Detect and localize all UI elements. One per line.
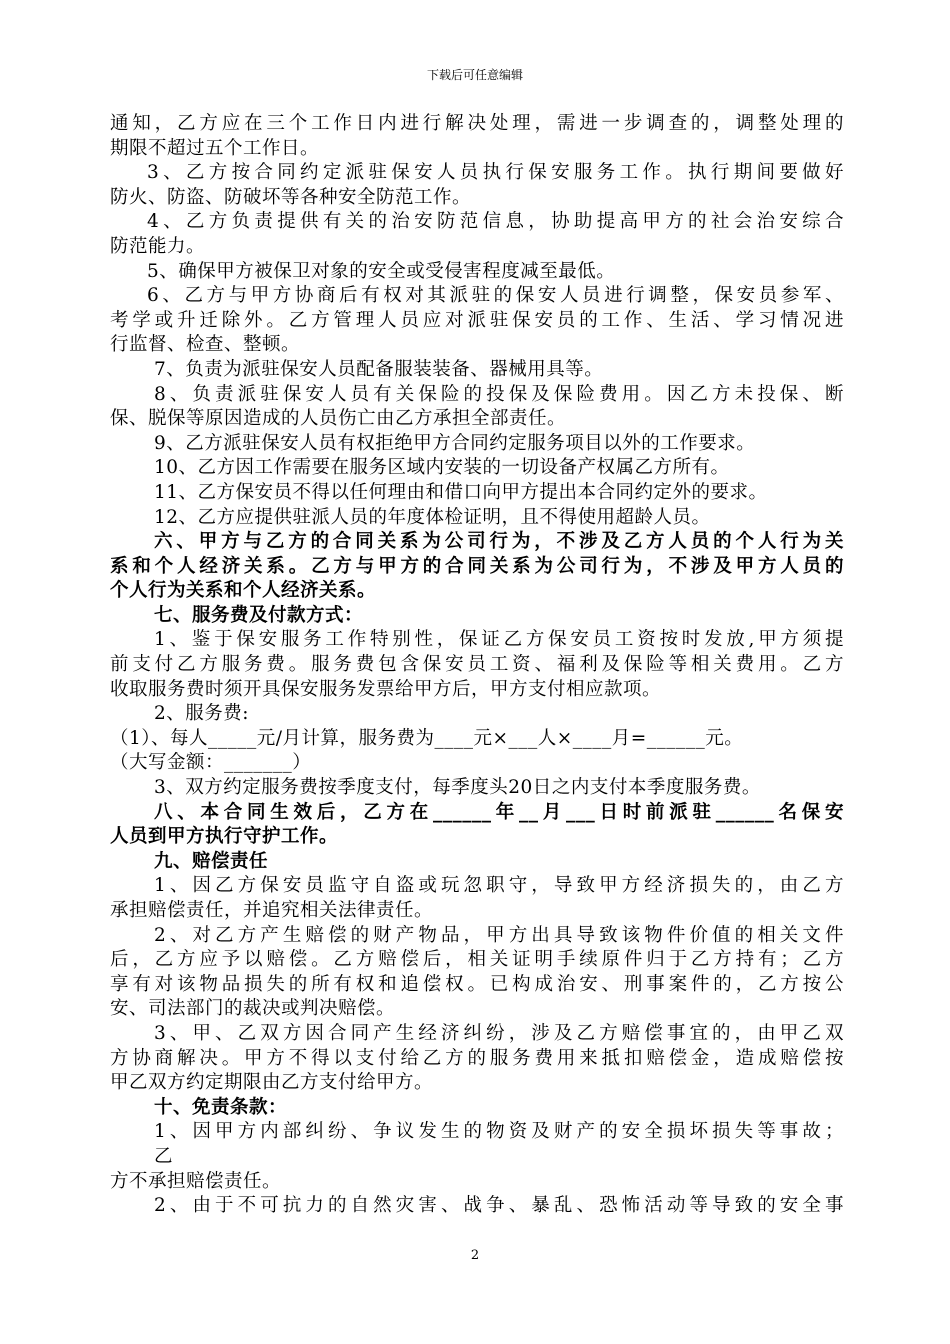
text-line: 1、因乙方保安员监守自盗或玩忽职守，导致甲方经济损失的，由乙方	[154, 875, 844, 897]
text-line: 11、乙方保安员不得以任何理由和借口向甲方提出本合同约定外的要求。	[154, 481, 768, 503]
text-line: 行监督、检查、整顿。	[110, 334, 301, 356]
text-line: 防范能力。	[110, 235, 206, 257]
text-line: 收取服务费时须开具保安服务发票给甲方后，甲方支付相应款项。	[110, 678, 662, 700]
text-line: 乙	[154, 1145, 174, 1167]
document-body	[110, 112, 844, 1219]
text-line: 考学或升迁除外。乙方管理人员应对派驻保安员的工作、生活、学习情况进	[110, 309, 844, 331]
text-line: 防火、防盗、防破坏等各种安全防范工作。	[110, 186, 472, 208]
page-number: 2	[470, 1248, 480, 1263]
text-line: 七、服务费及付款方式：	[154, 604, 364, 626]
text-line: 人员到甲方执行守护工作。	[110, 826, 339, 848]
text-line: 7、负责为派驻保安人员配备服装装备、器械用具等。	[154, 358, 604, 380]
text-line: 8、负责派驻保安人员有关保险的投保及保险费用。因乙方未投保、断	[154, 383, 844, 405]
text-line: 2、服务费:	[154, 703, 250, 725]
text-line: 九、赔偿责任	[154, 850, 269, 872]
text-line: 通知，乙方应在三个工作日内进行解决处理，需进一步调查的，调整处理的	[110, 113, 844, 134]
text-line: 4、乙方负责提供有关的治安防范信息，协助提高甲方的社会治安综合	[147, 211, 844, 233]
text-line: 方协商解决。甲方不得以支付给乙方的服务费用来抵扣赔偿金，造成赔偿按	[110, 1047, 844, 1069]
text-line: 12、乙方应提供驻派人员的年度体检证明，且不得使用超龄人员。	[154, 506, 711, 528]
text-line: 2、对乙方产生赔偿的财产物品，甲方出具导致该物件价值的相关文件	[154, 924, 844, 946]
text-line: 安、司法部门的裁决或判决赔偿。	[110, 998, 396, 1020]
text-line: 六、甲方与乙方的合同关系为公司行为，不涉及乙方人员的个人行为关	[154, 531, 844, 553]
text-line: 个人行为关系和个人经济关系。	[110, 580, 377, 602]
text-line: 期限不超过五个工作日。	[110, 137, 320, 159]
text-line: 方不承担赔偿责任。	[110, 1170, 282, 1192]
text-line: 3、乙方按合同约定派驻保安人员执行保安服务工作。执行期间要做好	[147, 162, 844, 184]
text-line: 10、乙方因工作需要在服务区域内安装的一切设备产权属乙方所有。	[154, 457, 730, 479]
text-line: 1、鉴于保安服务工作特别性，保证乙方保安员工资按时发放,甲方须提	[154, 629, 844, 651]
text-line: 3、甲、乙双方因合同产生经济纠纷，涉及乙方赔偿事宜的，由甲乙双	[154, 1022, 844, 1044]
text-line: 保、脱保等原因造成的人员伤亡由乙方承担全部责任。	[110, 408, 567, 430]
text-line: 3、双方约定服务费按季度支付，每季度头20日之内支付本季度服务费。	[154, 777, 761, 799]
page-header: 下载后可任意编辑	[426, 68, 523, 82]
text-line: 6、乙方与甲方协商后有权对其派驻的保安人员进行调整，保安员参军、	[147, 285, 844, 307]
text-line: 八、本合同生效后，乙方在______年__月___日时前派驻______名保安	[154, 801, 844, 823]
text-line: 5、确保甲方被保卫对象的安全或受侵害程度减至最低。	[147, 260, 616, 282]
text-line: 2、由于不可抗力的自然灾害、战争、暴乱、恐怖活动等导致的安全事	[154, 1195, 844, 1217]
text-line: 承担赔偿责任，并追究相关法律责任。	[110, 900, 434, 921]
text-line: 前支付乙方服务费。服务费包含保安员工资、福利及保险等相关费用。乙方	[110, 654, 844, 676]
text-line: 1、因甲方内部纠纷、争议发生的物资及财产的安全损坏损失等事故；	[154, 1121, 844, 1143]
text-line: （大写金额：_______）	[110, 752, 312, 774]
text-line: 后，乙方应予以赔偿。乙方赔偿后，相关证明手续原件归于乙方持有；乙方	[110, 949, 844, 971]
text-line: 9、乙方派驻保安人员有权拒绝甲方合同约定服务项目以外的工作要求。	[154, 432, 756, 454]
text-line: 享有对该物品损失的所有权和追偿权。已构成治安、刑事案件的，乙方按公	[110, 973, 844, 995]
text-line: （1）、每人_____元/月计算，服务费为____元×___人×____月=______元。	[110, 727, 744, 749]
text-line: 系和个人经济关系。乙方与甲方的合同关系为公司行为，不涉及甲方人员的	[110, 555, 844, 577]
text-line: 甲乙双方约定期限由乙方支付给甲方。	[110, 1072, 434, 1094]
text-line: 十、免责条款：	[154, 1096, 288, 1118]
